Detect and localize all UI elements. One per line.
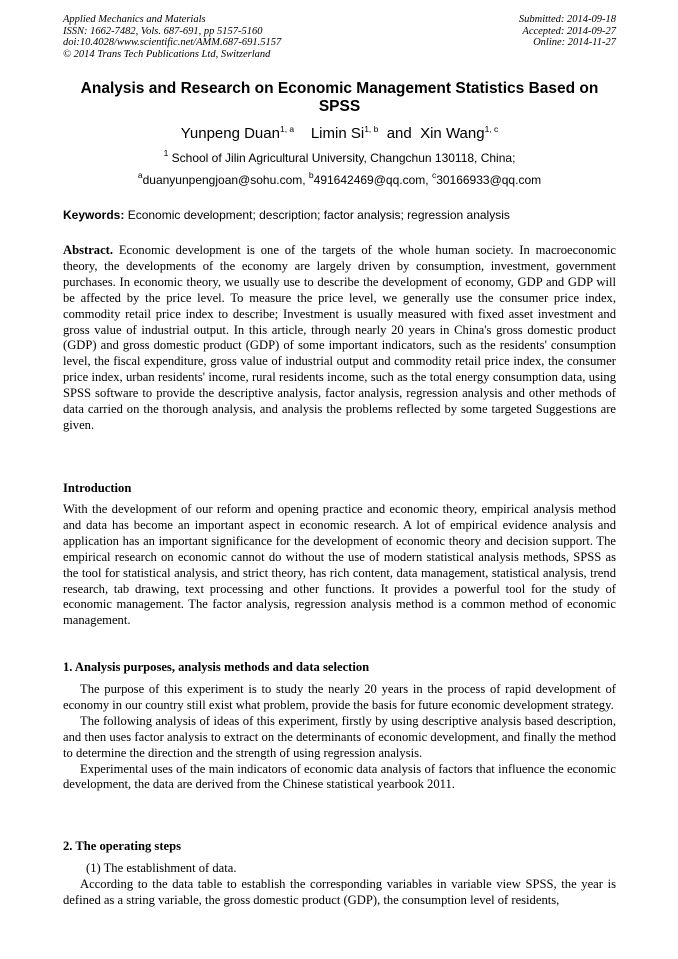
author-and: and — [386, 125, 412, 142]
keywords-label: Keywords: — [63, 208, 125, 222]
submitted-date: Submitted: 2014-09-18 — [518, 14, 616, 25]
author-name: Xin Wang — [420, 125, 485, 142]
abstract-text: Economic development is one of the targets of the whole human society. In macroeconomic theory, the developments of the economy are largely driven by consumption, investment, government purchases. In economic theory, we usually use to describe the development of economy, GDP and GDP will be affected by the price level. To measure the price level, we generally use the consumer price index, commodity retail price index to describe; Investment is usually measured with fixed asset investment and gross value of industrial output. In this article, through nearly 20 years in China's gross domestic product (GDP) and gross domestic product (GDP) of some important indicators, such as the residents' consumption level, the fiscal expenditure, gross value of industrial output and commodity retail price index, the consumer price index, urban residents' income, rural residents income, such as the total energy consumption data, using SPSS software to provide the descriptive analysis, factor analysis, regression analysis and other methods of data carried on the thorough analysis, and analysis the problems reflected by some targeted Suggestions are given. — [63, 243, 616, 432]
keywords — [63, 208, 616, 222]
paragraph: The following analysis of ideas of this experiment, firstly by using descriptive analysis based description, and then uses factor analysis to extract on the determinants of economic development, and finally the method to determine the direction and the strength of using regression analysis. — [63, 713, 616, 760]
email-link[interactable]: duanyunpengjoan@sohu.com, — [142, 173, 306, 187]
email-link[interactable]: 491642469@qq.com, — [313, 173, 429, 187]
section-2-body — [63, 861, 616, 909]
author-name: Yunpeng Duan — [180, 125, 280, 142]
keywords-text: Economic development; description; factor analysis; regression analysis — [127, 208, 510, 222]
paragraph: The purpose of this experiment is to study the nearly 20 years in the process of rapid development of economy in our country still exist what problem, provide the basis for future economic development strategy. — [63, 682, 616, 712]
abstract-label: Abstract. — [63, 243, 114, 257]
section-1-body — [63, 682, 616, 793]
section-heading-2: 2. The operating steps — [63, 839, 182, 853]
accepted-date: Accepted: 2014-09-27 — [522, 25, 616, 37]
journal-name: Applied Mechanics and Materials — [63, 14, 206, 25]
introduction-text: With the development of our reform and opening practice and economic theory, empirical analysis method and data has become an important aspect in economic research. A lot of empirical evidence analysis and application has an important significance for the development of economic theory and decision support. The empirical research on economic cannot do without the use of modern statistical analysis methods, SPSS as the tool for statistical analysis, and strict theory, has rich content, data management, statistical analysis, trend research, tab drawing, text processing and other functions. It provides a powerful tool for the study of economic management. The factor analysis, regression analysis method is a common method of economic management. — [63, 502, 616, 628]
paragraph: Experimental uses of the main indicators of economic data analysis of factors that influence the economic development, the data are derived from the Chinese statistical yearbook 2011. — [63, 761, 616, 792]
author-sup: 1, a — [279, 124, 295, 134]
doi-line: doi:10.4028/www.scientific.net/AMM.687-691.5157 — [63, 37, 282, 48]
online-date: Online: 2014-11-27 — [533, 37, 616, 48]
email-list — [63, 170, 616, 187]
email-sup: b — [308, 170, 314, 180]
email-sup: a — [137, 170, 143, 180]
affiliation — [63, 148, 616, 165]
section-heading-introduction: Introduction — [63, 481, 132, 495]
email-sup: c — [431, 170, 437, 180]
copyright-line: © 2014 Trans Tech Publications Ltd, Switzerland — [63, 48, 271, 60]
affiliation-sup: 1 — [163, 148, 169, 158]
author-sup: 1, c — [484, 124, 499, 134]
author-sup: 1, b — [364, 124, 379, 134]
author-name: Limin Si — [310, 125, 365, 142]
email-link[interactable]: 30166933@qq.com — [436, 173, 542, 187]
issn-line: ISSN: 1662-7482, Vols. 687-691, pp 5157-5160 — [63, 25, 263, 37]
paragraph: (1) The establishment of data. — [86, 861, 237, 875]
section-heading-1: 1. Analysis purposes, analysis methods and data selection — [63, 660, 370, 674]
abstract — [63, 243, 616, 434]
affiliation-text: School of Jilin Agricultural University, Changchun 130118, China; — [171, 151, 516, 165]
journal-info — [63, 14, 281, 60]
author-list — [63, 125, 616, 143]
paper-title: Analysis and Research on Economic Management Statistics Based on SPSS — [80, 80, 599, 115]
submission-dates — [519, 14, 616, 49]
paragraph: According to the data table to establish the corresponding variables in variable view SPSS, the year is defined as a string variable, the gross domestic product (GDP), the consumption level of residents, — [63, 876, 616, 907]
